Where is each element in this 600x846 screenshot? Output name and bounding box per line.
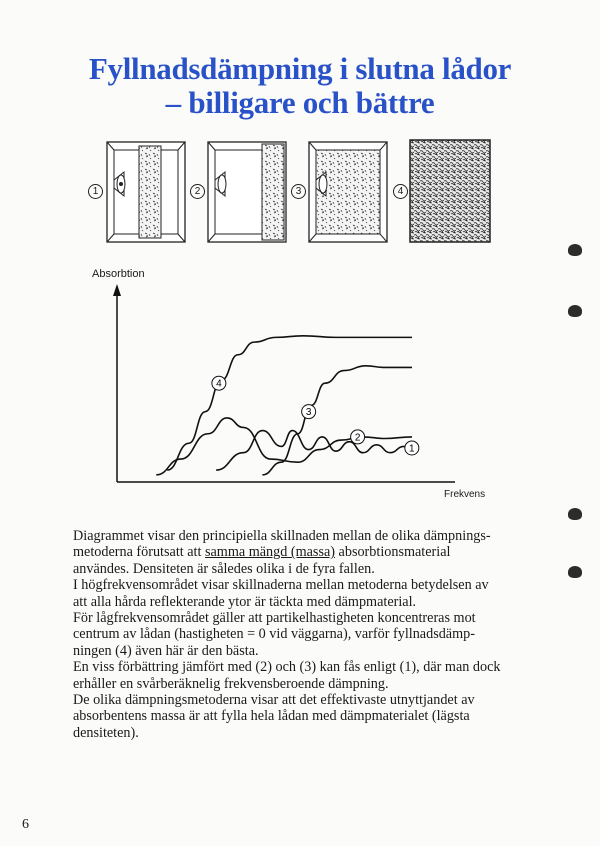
box-label-3: 3 (291, 184, 306, 199)
paragraph (73, 610, 543, 659)
text-line (73, 561, 543, 577)
text-segment: densiteten). (73, 724, 139, 741)
text-line (73, 577, 543, 593)
text-segment: användes. Densiteten är således olika i de fyra fallen. (73, 560, 375, 577)
text-segment: erhåller en svårberäknelig frekvensberoende dämpning. (73, 675, 389, 692)
punch-hole (568, 305, 582, 317)
series-label-4: 4 (216, 378, 222, 390)
text-segment: En viss förbättring jämfört med (2) och (3) kan fås enligt (1), där man dock (73, 659, 501, 676)
body-text (73, 528, 543, 741)
text-segment: metoderna förutsatt att (73, 544, 205, 561)
paragraph (73, 577, 543, 610)
box-label-1: 1 (88, 184, 103, 199)
text-line (73, 676, 543, 692)
text-segment: absorbentens massa är att fylla hela lådan med dämpmaterialet (lägsta (73, 708, 470, 725)
series-label-1: 1 (409, 443, 415, 455)
text-line (73, 528, 543, 544)
underlined-text: samma mängd (massa) (204, 544, 335, 561)
box-label-4: 4 (393, 184, 408, 199)
y-axis-label: Absorbtion (92, 268, 145, 280)
y-axis-arrow (113, 284, 121, 296)
text-line (73, 643, 543, 659)
text-segment: ningen (4) även här är den bästa. (73, 642, 259, 659)
paragraph (73, 528, 543, 577)
text-line (73, 659, 543, 675)
text-line (73, 708, 543, 724)
page-number: 6 (22, 817, 29, 832)
series-label-3: 3 (305, 407, 312, 419)
text-line (73, 725, 543, 741)
title-line-2: – billigare och bättre (165, 85, 435, 120)
series-label-2: 2 (354, 432, 361, 444)
punch-hole (568, 508, 582, 520)
x-axis-label: Frekvens (444, 489, 486, 500)
text-segment: att alla hårda reflekterande ytor är täckta med dämpmaterial. (73, 593, 417, 610)
series-line-3 (262, 366, 412, 475)
text-segment: För lågfrekvensområdet gäller att partikelhastigheten koncentreras mot (73, 610, 476, 627)
text-line (73, 610, 543, 626)
text-line (73, 594, 543, 610)
text-segment: I högfrekvensområdet visar skillnaderna mellan metoderna betydelsen av (73, 577, 489, 594)
text-line (73, 544, 543, 560)
text-segment: centrum av lådan (hastigheten = 0 vid väggarna), varför fyllnadsdämp- (73, 626, 475, 643)
box-label-2: 2 (190, 184, 205, 199)
title-line-1: Fyllnadsdämpning i slutna lådor (88, 51, 512, 86)
text-line (73, 626, 543, 642)
punch-hole (568, 244, 582, 256)
paragraph (73, 692, 543, 741)
paragraph (73, 659, 543, 692)
text-segment: Diagrammet visar den principiella skillnaden mellan de olika dämpnings- (73, 528, 491, 544)
punch-hole (568, 566, 582, 578)
text-line (73, 692, 543, 708)
text-segment: De olika dämpningsmetoderna visar att det effektivaste utnyttjandet av (73, 692, 475, 709)
text-segment: absorbtionsmaterial (335, 544, 451, 561)
